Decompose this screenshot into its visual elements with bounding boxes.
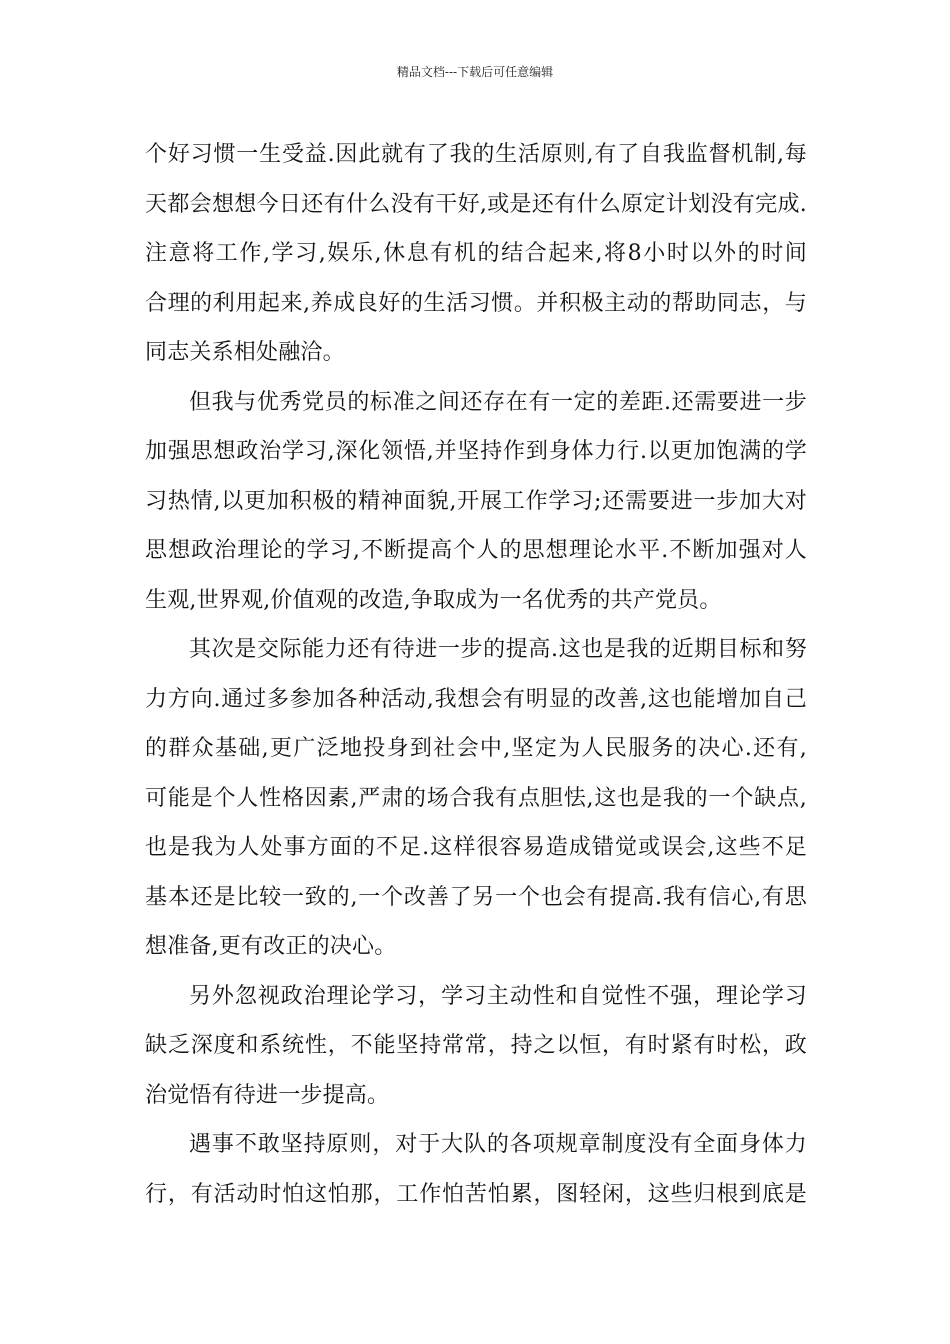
text-line: 习热情,以更加积极的精神面貌,开展工作学习;还需要进一步加大对 [145, 488, 807, 514]
paragraph [145, 1120, 807, 1219]
text-line: 缺乏深度和系统性，不能坚持常常，持之以恒，有时紧有时松，政 [145, 1033, 807, 1058]
text-line: 加强思想政治学习,深化领悟,并坚持作到身体力行.以更加饱满的学 [145, 439, 807, 464]
paragraph [145, 130, 807, 378]
text-line: 可能是个人性格因素,严肃的场合我有点胆怯,这也是我的一个缺点, [145, 785, 807, 811]
paragraph [145, 972, 807, 1121]
page-header: 精品文档---下载后可任意编辑 [396, 65, 554, 79]
text-line: 行，有活动时怕这怕那，工作怕苦怕累，图轻闲，这些归根到底是 [145, 1181, 807, 1207]
paragraph [145, 378, 807, 626]
text-line: 生观,世界观,价值观的改造,争取成为一名优秀的共产党员。 [145, 587, 722, 613]
text-line: 遇事不敢坚持原则，对于大队的各项规章制度没有全面身体力 [189, 1132, 807, 1157]
text-line: 力方向.通过多参加各种活动,我想会有明显的改善,这也能增加自己 [145, 686, 807, 712]
paragraph [145, 625, 807, 972]
text-line: 思想政治理论的学习,不断提高个人的思想理论水平.不断加强对人 [145, 538, 807, 563]
text-line: 治觉悟有待进一步提高。 [145, 1082, 390, 1108]
text-line: 天都会想想今日还有什么没有干好,或是还有什么原定计划没有完成. [145, 191, 807, 217]
text-line: 注意将工作,学习,娱乐,休息有机的结合起来,将8小时以外的时间 [145, 241, 807, 266]
document-body [145, 130, 807, 1219]
text-line: 同志关系相处融洽。 [145, 340, 345, 365]
text-line: 个好习惯一生受益.因此就有了我的生活原则,有了自我监督机制,每 [145, 142, 807, 167]
text-line: 基本还是比较一致的,一个改善了另一个也会有提高.我有信心,有思 [145, 884, 807, 910]
text-line: 另外忽视政治理论学习，学习主动性和自觉性不强，理论学习 [189, 983, 807, 1009]
text-line: 但我与优秀党员的标准之间还存在有一定的差距.还需要进一步 [189, 389, 807, 415]
text-line: 的群众基础,更广泛地投身到社会中,坚定为人民服务的决心.还有, [145, 736, 807, 761]
text-line: 想准备,更有改正的决心。 [145, 934, 397, 959]
text-line: 也是我为人处事方面的不足.这样很容易造成错觉或误会,这些不足 [145, 835, 807, 860]
text-line: 其次是交际能力还有待进一步的提高.这也是我的近期目标和努 [189, 637, 807, 662]
text-line: 合理的利用起来,养成良好的生活习惯。并积极主动的帮助同志，与 [145, 290, 807, 316]
